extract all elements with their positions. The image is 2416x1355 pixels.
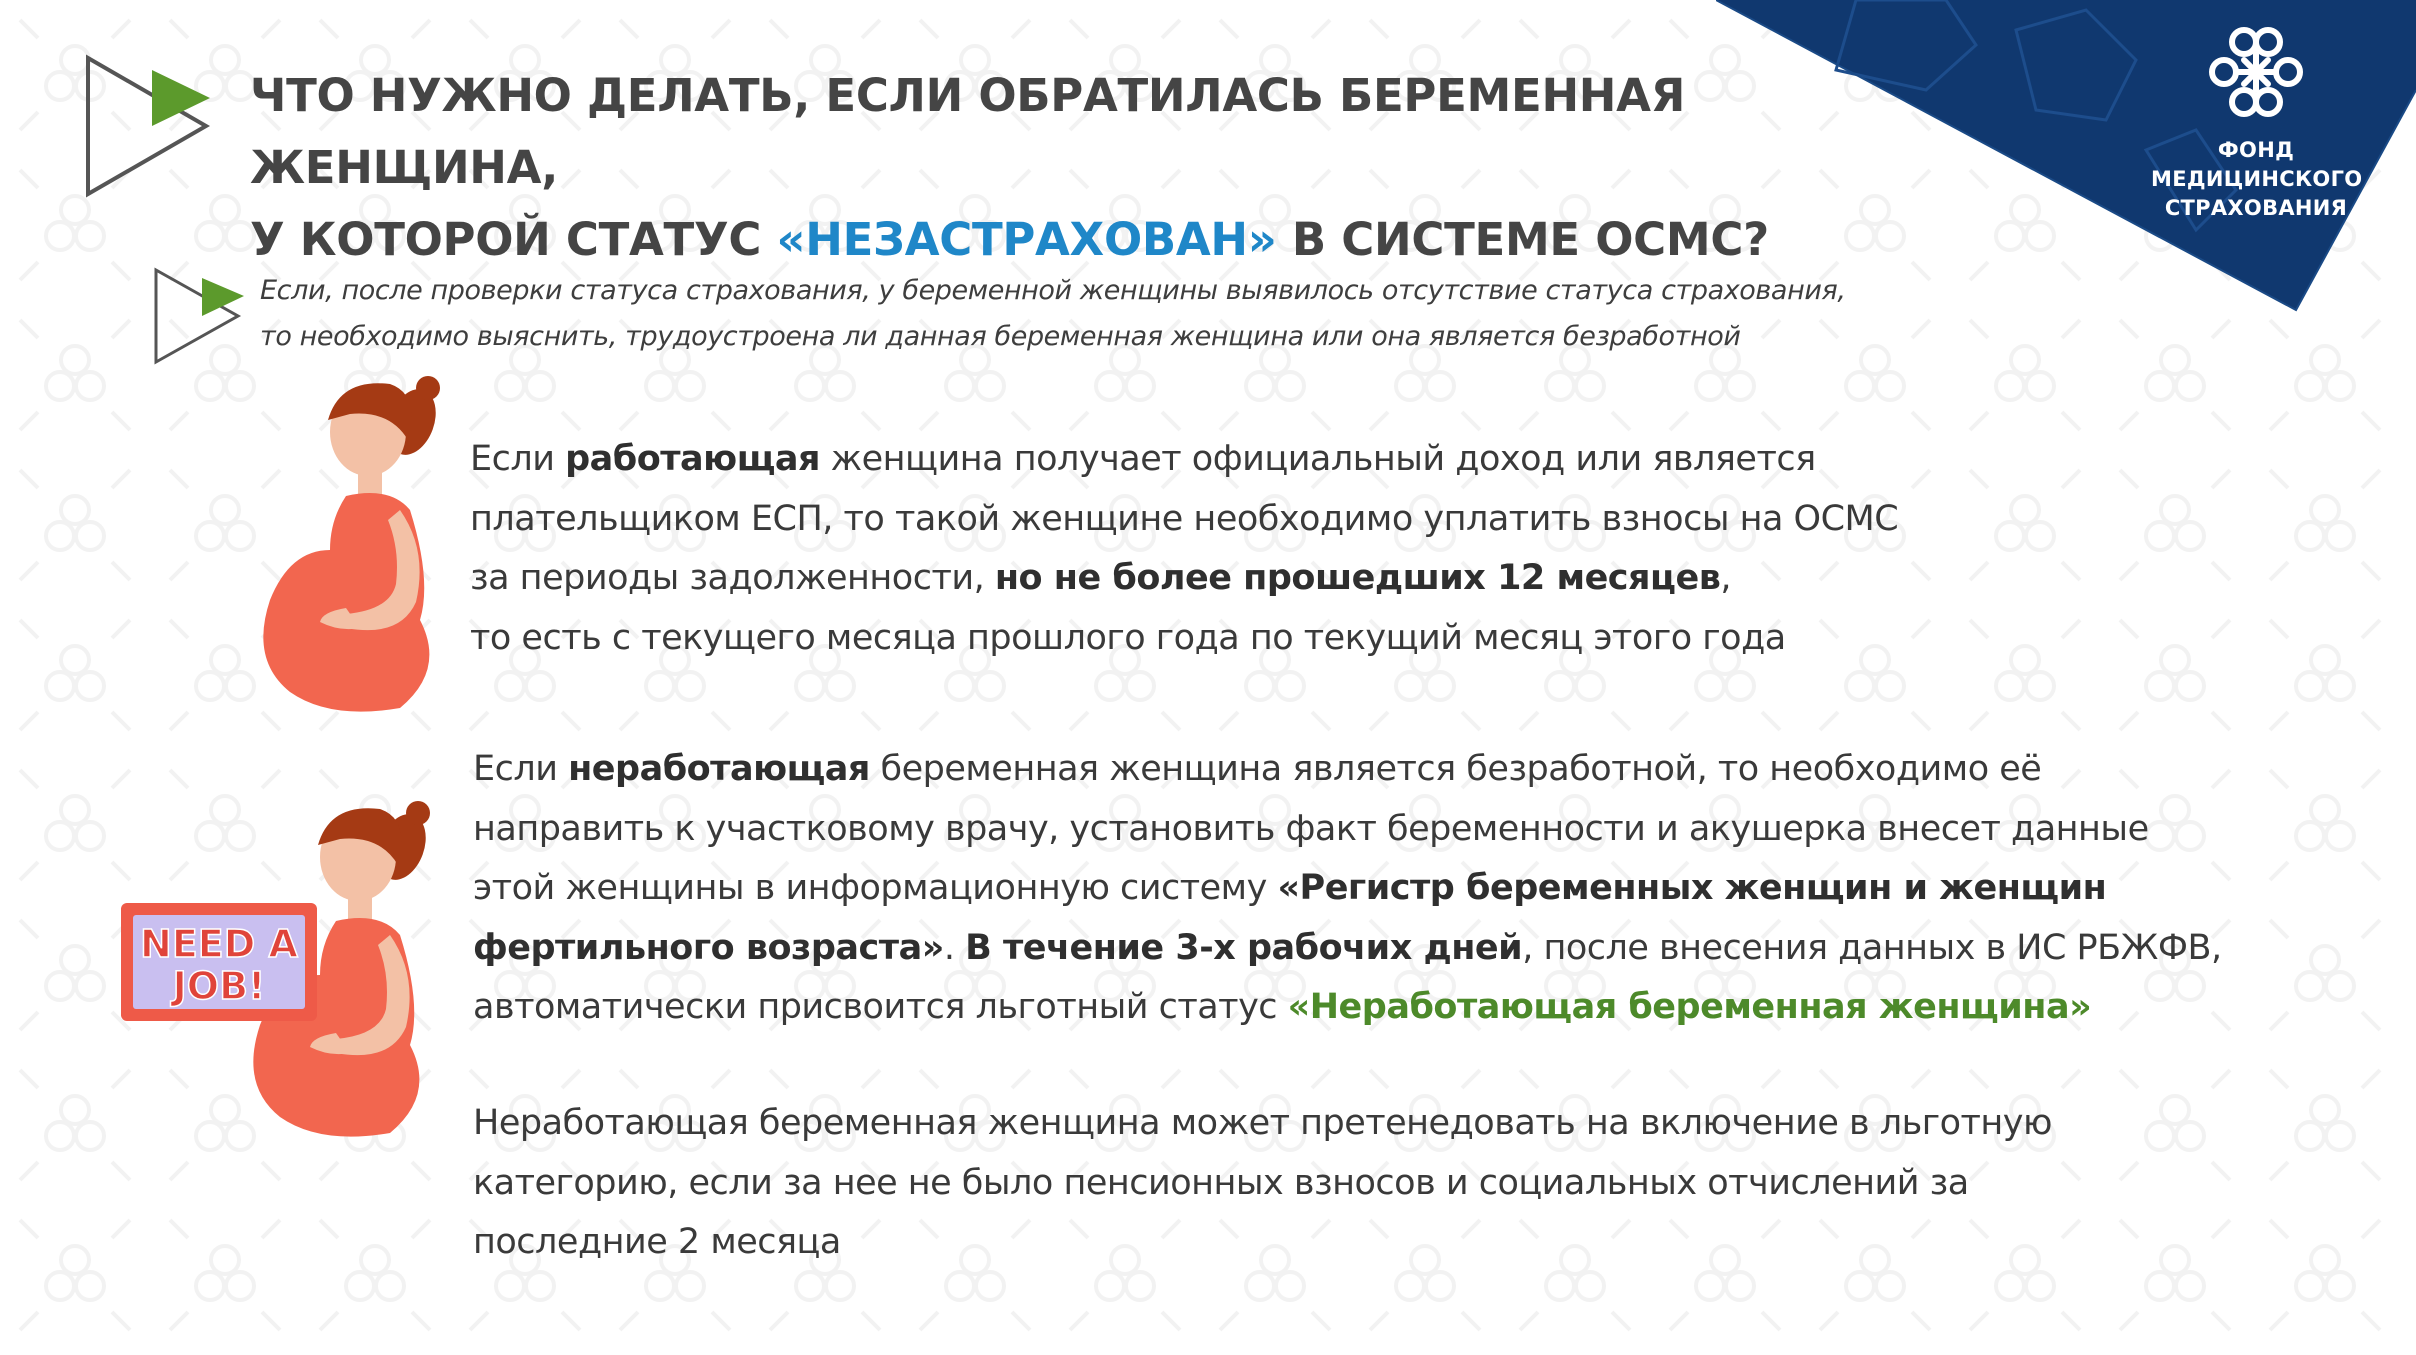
preferential-status: «Неработающая беременная женщина» (1287, 987, 2092, 1027)
logo-line-2: МЕДИЦИНСКОГО (2151, 167, 2363, 191)
logo-line-1: ФОНД (2217, 138, 2295, 162)
pregnant-woman-with-sign-illustration (115, 795, 435, 1145)
sign-line-2: JOB! (172, 964, 266, 1008)
pregnant-woman-illustration (250, 370, 450, 720)
title-highlight: «НЕЗАСТРАХОВАН» (776, 213, 1277, 266)
fund-logo (2151, 20, 2361, 223)
intro-line-2: то необходимо выяснить, трудоустроена ли данная беременная женщина или она является безработной (260, 321, 1741, 352)
play-arrow-icon (152, 266, 248, 366)
sign-line-1: NEED A (140, 922, 298, 966)
note-paragraph: Неработающая беременная женщина может претенедовать на включение в льготную категорию, если за нее не было пенсионных взносов и социальных отчислений за последние 2 месяца (473, 1103, 2052, 1262)
page-title (250, 60, 1800, 276)
title-line-2: У КОТОРОЙ СТАТУС «НЕЗАСТРАХОВАН» В СИСТЕМЕ ОСМС? (250, 213, 1769, 266)
title-line-1: ЧТО НУЖНО ДЕЛАТЬ, ЕСЛИ ОБРАТИЛАСЬ БЕРЕМЕННАЯ ЖЕНЩИНА, (250, 69, 1686, 194)
intro-line-1: Если, после проверки статуса страхования, у беременной женщины выявилось отсутствие статуса страхования, (260, 275, 1846, 306)
play-arrow-icon (82, 52, 222, 202)
unemployed-woman-paragraph: Если неработающая беременная женщина является безработной, то необходимо её направить к участковому врачу, установить факт беременности и акушерка внесет данные этой женщины в информационную систему «Регистр беременных женщин и женщин фертильного возраста». В течение 3-х рабочих дней, после внесения данных в ИС РБЖФВ, автоматически присвоится льготный статус «Неработающая беременная женщина» (473, 749, 2222, 1027)
logo-line-3: СТРАХОВАНИЯ (2164, 196, 2348, 220)
working-woman-paragraph: Если работающая женщина получает официальный доход или является плательщиком ЕСП, то такой женщине необходимо уплатить взносы на ОСМС за периоды задолженности, но не более прошедших 12 месяцев, то есть с текущего месяца прошлого года по текущий месяц этого года (470, 439, 1899, 658)
intro-text (260, 268, 2060, 360)
fund-snowflake-logo-icon (2204, 20, 2308, 124)
